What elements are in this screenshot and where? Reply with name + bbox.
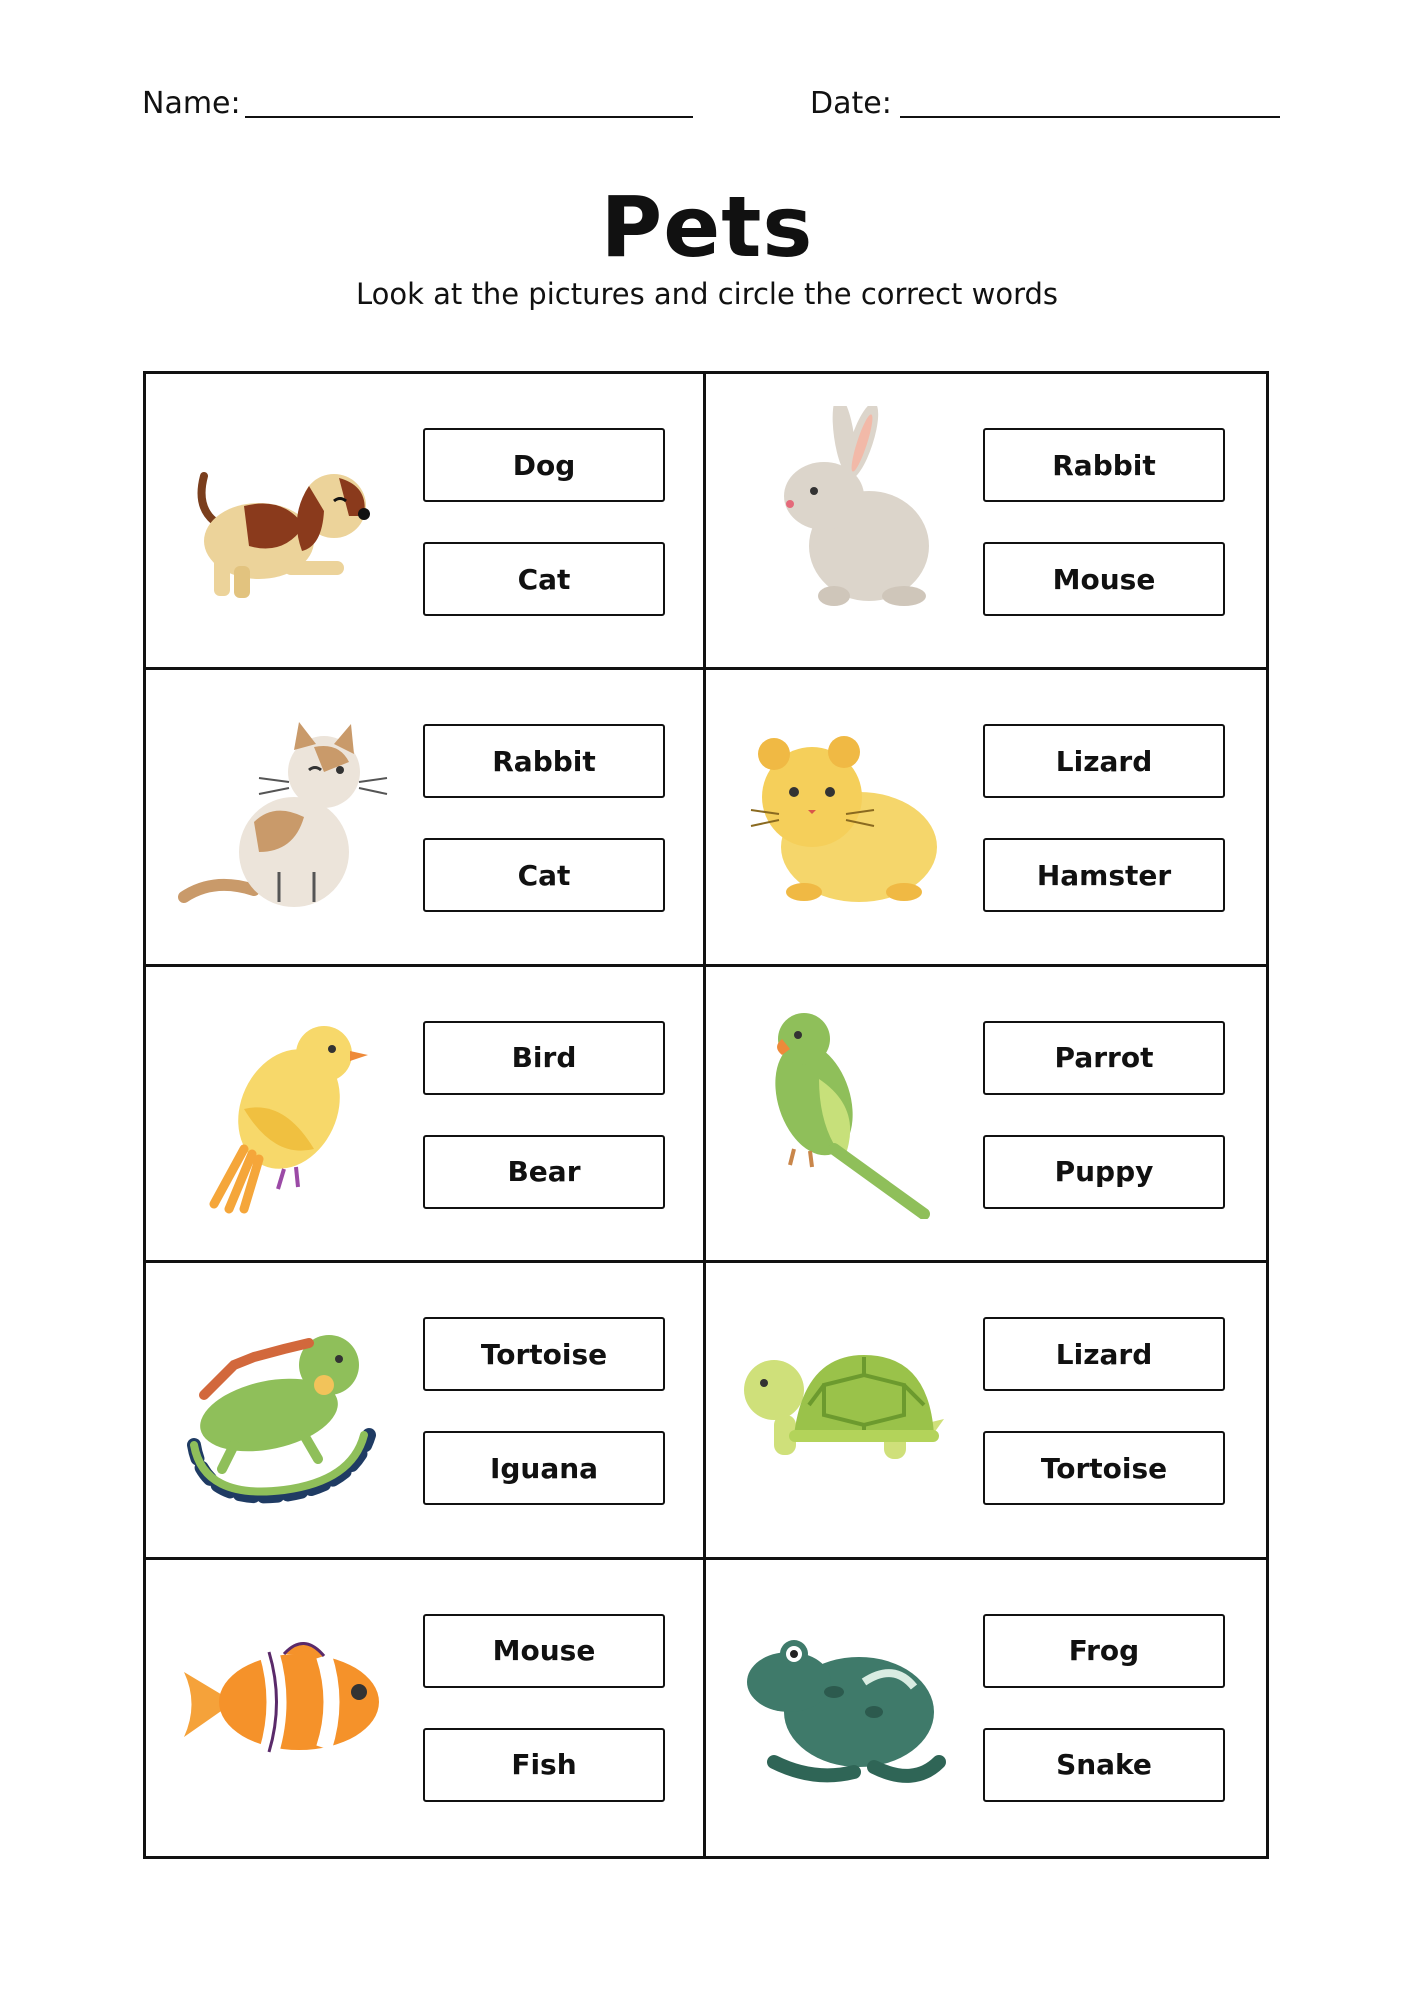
date-field[interactable] bbox=[900, 116, 1280, 118]
option-puppy[interactable]: Puppy bbox=[983, 1135, 1225, 1209]
option-frog[interactable]: Frog bbox=[983, 1614, 1225, 1688]
option-rabbit[interactable]: Rabbit bbox=[423, 724, 665, 798]
hamster-icon bbox=[734, 702, 954, 922]
option-tortoise[interactable]: Tortoise bbox=[983, 1431, 1225, 1505]
name-field[interactable] bbox=[245, 116, 693, 118]
pet-cell-tortoise bbox=[706, 1263, 1266, 1559]
option-snake[interactable]: Snake bbox=[983, 1728, 1225, 1802]
pet-cell-parrot bbox=[706, 967, 1266, 1263]
parrot-icon bbox=[734, 999, 954, 1219]
iguana-icon bbox=[174, 1295, 394, 1515]
pet-cell-bird bbox=[146, 967, 706, 1263]
option-mouse[interactable]: Mouse bbox=[983, 542, 1225, 616]
bird-icon bbox=[174, 999, 394, 1219]
option-bear[interactable]: Bear bbox=[423, 1135, 665, 1209]
option-dog[interactable]: Dog bbox=[423, 428, 665, 502]
frog-icon bbox=[734, 1592, 954, 1812]
dog-icon bbox=[174, 406, 394, 626]
cat-icon bbox=[174, 702, 394, 922]
option-iguana[interactable]: Iguana bbox=[423, 1431, 665, 1505]
pet-cell-dog bbox=[146, 374, 706, 670]
date-label: Date: bbox=[810, 86, 892, 121]
fish-icon bbox=[174, 1592, 394, 1812]
tortoise-icon bbox=[734, 1295, 954, 1515]
option-lizard[interactable]: Lizard bbox=[983, 724, 1225, 798]
option-hamster[interactable]: Hamster bbox=[983, 838, 1225, 912]
option-mouse[interactable]: Mouse bbox=[423, 1614, 665, 1688]
name-label: Name: bbox=[142, 86, 241, 121]
pet-cell-hamster bbox=[706, 670, 1266, 966]
option-fish[interactable]: Fish bbox=[423, 1728, 665, 1802]
pet-cell-rabbit bbox=[706, 374, 1266, 670]
rabbit-icon bbox=[734, 406, 954, 626]
option-parrot[interactable]: Parrot bbox=[983, 1021, 1225, 1095]
pet-cell-iguana bbox=[146, 1263, 706, 1559]
pet-cell-fish bbox=[146, 1560, 706, 1856]
pet-cell-cat bbox=[146, 670, 706, 966]
page-title: Pets bbox=[600, 178, 814, 276]
option-cat[interactable]: Cat bbox=[423, 838, 665, 912]
option-tortoise[interactable]: Tortoise bbox=[423, 1317, 665, 1391]
instructions: Look at the pictures and circle the correct words bbox=[355, 277, 1059, 311]
pet-cell-frog bbox=[706, 1560, 1266, 1856]
option-lizard[interactable]: Lizard bbox=[983, 1317, 1225, 1391]
option-rabbit[interactable]: Rabbit bbox=[983, 428, 1225, 502]
option-cat[interactable]: Cat bbox=[423, 542, 665, 616]
worksheet-grid bbox=[143, 371, 1269, 1859]
option-bird[interactable]: Bird bbox=[423, 1021, 665, 1095]
